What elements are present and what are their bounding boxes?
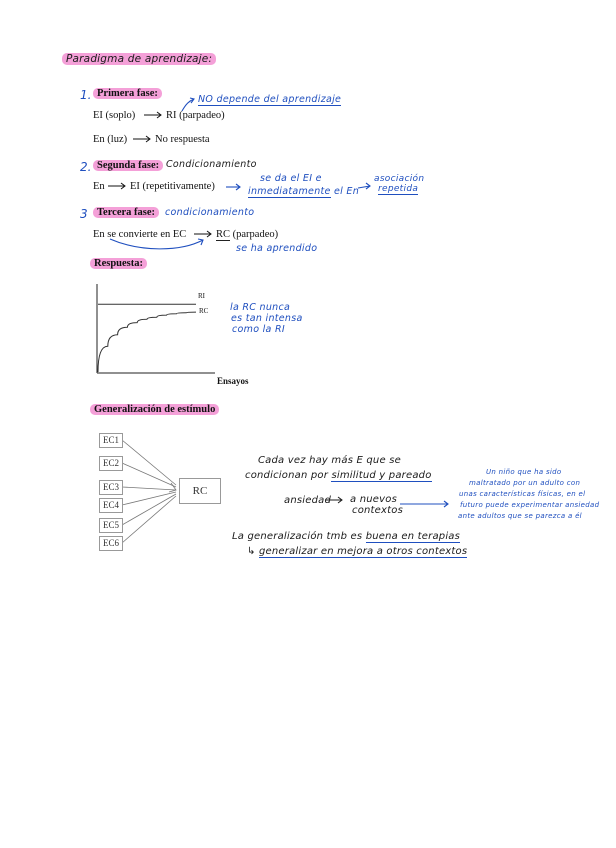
stimulus-box: EC1 xyxy=(99,433,123,448)
gen-note-d1: La generalización tmb es buena en terapias xyxy=(232,531,461,542)
phase-2-line-response: EI (repetitivamente) xyxy=(130,181,215,192)
phase-1-line2-stimulus: En (luz) xyxy=(93,134,128,145)
gen-note-b2: a nuevos xyxy=(350,494,397,505)
respuesta-heading: Respuesta: xyxy=(90,258,147,269)
blue-arrows xyxy=(110,98,370,249)
phase-2-note-4: repetida xyxy=(378,184,419,194)
page-title: Paradigma de aprendizaje: xyxy=(62,53,216,65)
stimulus-box: EC3 xyxy=(99,480,123,495)
phase-2-line-stimulus: En xyxy=(93,181,105,192)
stimulus-box: EC2 xyxy=(99,456,123,471)
series-ri-label: RI xyxy=(198,292,205,300)
gen-note-c5: ante adultos que se parezca a él xyxy=(458,512,582,520)
gen-note-b1: ansiedad xyxy=(284,495,332,506)
gen-note-a1: Cada vez hay más E que se xyxy=(258,455,401,466)
phase-arrows xyxy=(108,112,211,237)
stimulus-box: EC4 xyxy=(99,498,123,513)
gen-note-a2: condicionan por similitud y pareado xyxy=(245,470,432,481)
gen-note-c3: unas características físicas, en el xyxy=(459,490,586,498)
phase-3-line-stimulus: En se convierte en EC xyxy=(93,229,187,240)
phase-3-note-title: condicionamiento xyxy=(165,207,255,218)
respuesta-note-2: es tan intensa xyxy=(231,313,303,324)
phase-2-title: Segunda fase: xyxy=(93,160,163,171)
phase-3-number: 3 xyxy=(80,207,88,221)
phase-2-note-2: inmediatamente el En xyxy=(248,186,360,197)
gen-note-c1: Un niño que ha sido xyxy=(486,468,562,476)
blue-arrows-2 xyxy=(400,501,448,507)
generalization-arrows xyxy=(122,440,176,543)
gen-note-d2: ↳ generalizar en mejora a otros contextos xyxy=(247,546,468,557)
phase-1-title: Primera fase: xyxy=(93,88,162,99)
respuesta-note-3: como la RI xyxy=(232,324,286,335)
phase-3-title: Tercera fase: xyxy=(93,207,159,218)
gen-note-b3: contextos xyxy=(352,505,403,516)
stimulus-box: EC5 xyxy=(99,518,123,533)
phase-1-number: 1. xyxy=(80,88,92,102)
respuesta-note-1: la RC nunca xyxy=(230,302,291,313)
gen-note-c4: futuro puede experimentar ansiedad xyxy=(460,501,600,509)
phase-3-note: se ha aprendido xyxy=(236,243,318,254)
response-box: RC xyxy=(179,478,221,504)
phase-3-line-response: RC (parpadeo) xyxy=(216,229,279,240)
phase-2-note-3: asociación xyxy=(374,174,425,184)
chart-x-label: Ensayos xyxy=(217,376,249,386)
phase-1-note: NO depende del aprendizaje xyxy=(198,94,342,105)
phase-2-note-1: se da el EI e xyxy=(260,173,322,184)
phase-1-line1-response: RI (parpadeo) xyxy=(166,110,225,121)
generalizacion-heading: Generalización de estímulo xyxy=(90,404,219,415)
phase-2-note-title: Condicionamiento xyxy=(166,159,257,170)
series-rc-line xyxy=(98,312,196,372)
gen-note-c2: maltratado por un adulto con xyxy=(469,479,581,487)
phase-1-line1-stimulus: EI (soplo) xyxy=(93,110,136,121)
stimulus-box: EC6 xyxy=(99,536,123,551)
series-rc-label: RC xyxy=(199,307,209,315)
phase-2-number: 2. xyxy=(80,160,92,174)
phase-1-line2-response: No respuesta xyxy=(155,134,210,145)
